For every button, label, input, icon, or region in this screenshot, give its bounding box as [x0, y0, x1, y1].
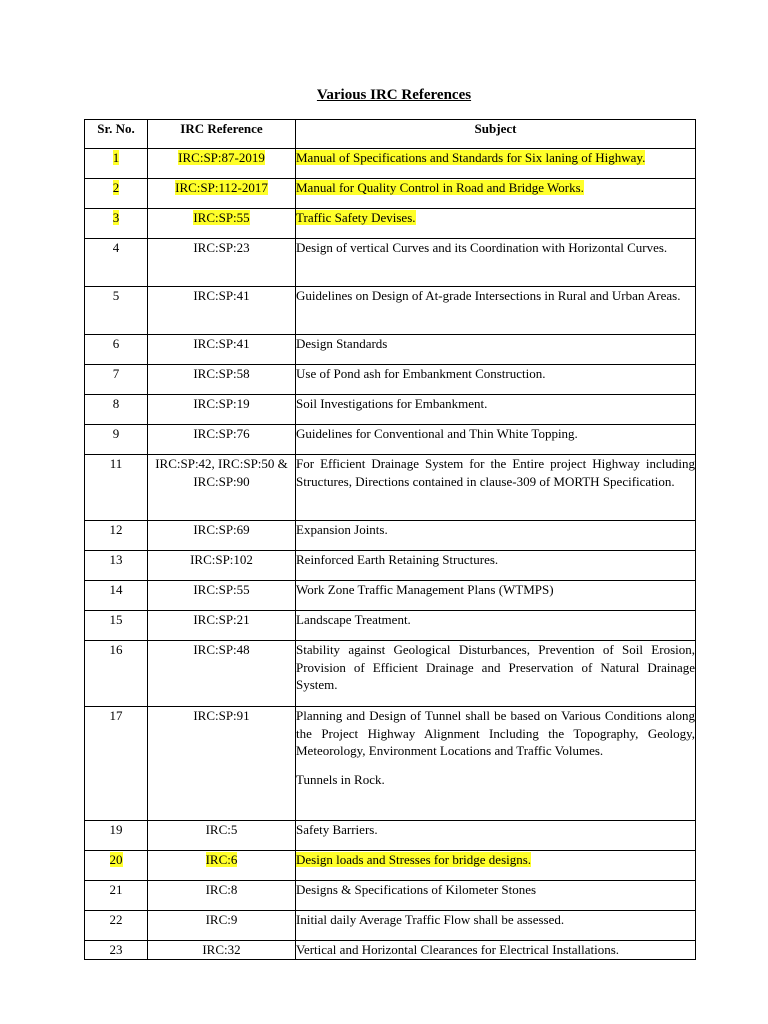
irc-reference-cell-text: IRC:9: [205, 912, 238, 927]
subject-cell: [296, 581, 696, 611]
irc-reference-cell-text: IRC:SP:19: [193, 396, 250, 411]
header-sr-no: Sr. No.: [85, 120, 148, 149]
table-row: [85, 455, 696, 521]
table-row: [85, 821, 696, 851]
sr-no-cell-text: 22: [109, 912, 123, 927]
irc-reference-cell: [148, 641, 296, 707]
irc-reference-cell-text: IRC:SP:23: [193, 240, 250, 255]
table-row: [85, 581, 696, 611]
table-header-row: [85, 120, 696, 149]
table-row: [85, 707, 696, 821]
irc-reference-cell: [148, 581, 296, 611]
sr-no-cell: [85, 149, 148, 179]
sr-no-cell-text: 19: [109, 822, 123, 837]
sr-no-cell-text: 7: [112, 366, 120, 381]
sr-no-cell-text: 2: [112, 180, 120, 195]
subject-cell-text: Stability against Geological Disturbances, Prevention of Soil Erosion, Provision of Efficient Drainage and Preservation of Natural Drainage System.: [296, 642, 695, 692]
table-body: [85, 149, 696, 960]
irc-reference-cell-text: IRC:8: [205, 882, 238, 897]
sr-no-cell-text: 8: [112, 396, 120, 411]
sr-no-cell: [85, 911, 148, 941]
table-row: [85, 365, 696, 395]
sr-no-cell: [85, 209, 148, 239]
table-row: [85, 287, 696, 335]
subject-cell-text: Initial daily Average Traffic Flow shall be assessed.: [296, 912, 565, 927]
table-row: [85, 335, 696, 365]
sr-no-cell: [85, 395, 148, 425]
subject-cell: [296, 179, 696, 209]
sr-no-cell: [85, 287, 148, 335]
sr-no-cell-text: 13: [109, 552, 123, 567]
irc-reference-cell: [148, 395, 296, 425]
subject-cell-text: Design of vertical Curves and its Coordination with Horizontal Curves.: [296, 240, 668, 255]
table-row: [85, 611, 696, 641]
irc-reference-cell: [148, 521, 296, 551]
subject-cell: [296, 287, 696, 335]
table-row: [85, 521, 696, 551]
sr-no-cell: [85, 581, 148, 611]
table-row: [85, 425, 696, 455]
irc-reference-cell: [148, 941, 296, 960]
irc-reference-cell: [148, 365, 296, 395]
sr-no-cell: [85, 641, 148, 707]
sr-no-cell-text: 3: [112, 210, 120, 225]
subject-cell: [296, 239, 696, 287]
sr-no-cell-text: 23: [109, 942, 123, 957]
sr-no-cell-text: 15: [109, 612, 123, 627]
subject-cell: [296, 425, 696, 455]
sr-no-cell: [85, 365, 148, 395]
subject-cell: [296, 881, 696, 911]
sr-no-cell-text: 20: [109, 852, 123, 867]
table-row: [85, 641, 696, 707]
irc-reference-cell: [148, 287, 296, 335]
table-row: [85, 395, 696, 425]
sr-no-cell-text: 4: [112, 240, 120, 255]
irc-reference-cell: [148, 239, 296, 287]
irc-reference-cell: [148, 425, 296, 455]
irc-reference-cell-text: IRC:SP:41: [193, 336, 250, 351]
subject-cell: [296, 521, 696, 551]
subject-cell-text: For Efficient Drainage System for the Entire project Highway including Structures, Directions contained in clause-309 of MORTH Specification.: [296, 456, 695, 489]
table-row: [85, 239, 696, 287]
subject-cell-text: Expansion Joints.: [296, 522, 388, 537]
irc-reference-cell: [148, 335, 296, 365]
irc-reference-cell: [148, 209, 296, 239]
sr-no-cell-text: 17: [109, 708, 123, 723]
irc-reference-cell-text: IRC:6: [205, 852, 238, 867]
irc-reference-cell-text: IRC:SP:58: [193, 366, 250, 381]
irc-reference-cell-text: IRC:SP:112-2017: [175, 180, 268, 195]
subject-cell-text: Manual for Quality Control in Road and Bridge Works.: [296, 180, 584, 195]
sr-no-cell-text: 12: [109, 522, 123, 537]
irc-references-table: [84, 119, 696, 960]
subject-cell-text: Reinforced Earth Retaining Structures.: [296, 552, 499, 567]
table-row: [85, 149, 696, 179]
subject-cell: [296, 707, 696, 821]
sr-no-cell-text: 5: [112, 288, 120, 303]
sr-no-cell: [85, 707, 148, 821]
subject-cell: [296, 335, 696, 365]
irc-reference-cell-text: IRC:32: [202, 942, 241, 957]
sr-no-cell: [85, 881, 148, 911]
irc-reference-cell: [148, 611, 296, 641]
subject-cell-text: Designs & Specifications of Kilometer Stones: [296, 882, 537, 897]
subject-cell: [296, 455, 696, 521]
subject-cell: [296, 911, 696, 941]
sr-no-cell: [85, 179, 148, 209]
table-row: [85, 551, 696, 581]
subject-cell-text: Traffic Safety Devises.: [296, 210, 416, 225]
irc-reference-cell: [148, 881, 296, 911]
irc-reference-cell: [148, 821, 296, 851]
subject-cell-text: Landscape Treatment.: [296, 612, 411, 627]
subject-cell-text: Guidelines on Design of At-grade Intersections in Rural and Urban Areas.: [296, 288, 681, 303]
subject-cell-text: Vertical and Horizontal Clearances for Electrical Installations.: [296, 942, 620, 957]
header-subject: Subject: [296, 120, 696, 149]
table-row: [85, 881, 696, 911]
sr-no-cell: [85, 521, 148, 551]
irc-reference-cell: [148, 149, 296, 179]
irc-reference-cell: [148, 851, 296, 881]
subject-cell: [296, 851, 696, 881]
irc-reference-cell-text: IRC:SP:91: [193, 708, 250, 723]
sr-no-cell-text: 6: [112, 336, 120, 351]
subject-cell: [296, 365, 696, 395]
sr-no-cell-text: 9: [112, 426, 120, 441]
table-row: [85, 941, 696, 960]
sr-no-cell-text: 16: [109, 642, 123, 657]
sr-no-cell: [85, 239, 148, 287]
irc-reference-cell-text: IRC:SP:55: [193, 210, 250, 225]
irc-reference-cell: [148, 551, 296, 581]
sr-no-cell: [85, 851, 148, 881]
sr-no-cell: [85, 455, 148, 521]
subject-cell: [296, 395, 696, 425]
table-row: [85, 179, 696, 209]
subject-cell-text: Work Zone Traffic Management Plans (WTMPS): [296, 582, 554, 597]
irc-reference-cell-text: IRC:5: [205, 822, 238, 837]
irc-reference-cell: [148, 707, 296, 821]
page-title: Various IRC References: [316, 87, 472, 103]
subject-cell-text: Use of Pond ash for Embankment Construction.: [296, 366, 546, 381]
irc-reference-cell-text: IRC:SP:42, IRC:SP:50 & IRC:SP:90: [155, 456, 288, 489]
irc-reference-cell: [148, 911, 296, 941]
subject-cell-text: Design loads and Stresses for bridge designs.: [296, 852, 532, 867]
subject-cell-text: Soil Investigations for Embankment.: [296, 396, 488, 411]
sr-no-cell: [85, 425, 148, 455]
irc-reference-cell-text: IRC:SP:87-2019: [178, 150, 265, 165]
subject-extra-text: Tunnels in Rock.: [296, 771, 385, 787]
subject-cell: [296, 611, 696, 641]
subject-cell: [296, 821, 696, 851]
sr-no-cell: [85, 551, 148, 581]
subject-cell: [296, 551, 696, 581]
table-row: [85, 911, 696, 941]
table-row: [85, 851, 696, 881]
header-irc-reference: IRC Reference: [148, 120, 296, 149]
subject-cell: [296, 941, 696, 960]
subject-cell-text: Planning and Design of Tunnel shall be based on Various Conditions along the Project Highway Alignment Including the Topography, Geology, Meteorology, Environment Locations and Traffic Volumes.: [296, 708, 695, 758]
sr-no-cell: [85, 821, 148, 851]
subject-cell: [296, 641, 696, 707]
subject-cell-text: Manual of Specifications and Standards for Six laning of Highway.: [296, 150, 646, 165]
irc-reference-cell: [148, 455, 296, 521]
irc-reference-cell-text: IRC:SP:21: [193, 612, 250, 627]
subject-cell-text: Design Standards: [296, 336, 388, 351]
table-row: [85, 209, 696, 239]
irc-reference-cell-text: IRC:SP:76: [193, 426, 250, 441]
sr-no-cell-text: 14: [109, 582, 123, 597]
sr-no-cell: [85, 941, 148, 960]
subject-cell-text: Guidelines for Conventional and Thin White Topping.: [296, 426, 578, 441]
irc-reference-cell-text: IRC:SP:102: [190, 552, 253, 567]
irc-reference-cell-text: IRC:SP:69: [193, 522, 250, 537]
irc-reference-cell-text: IRC:SP:55: [193, 582, 250, 597]
irc-reference-cell-text: IRC:SP:48: [193, 642, 250, 657]
sr-no-cell-text: 1: [112, 150, 120, 165]
subject-cell-text: Safety Barriers.: [296, 822, 378, 837]
sr-no-cell-text: 11: [109, 456, 123, 471]
irc-reference-cell-text: IRC:SP:41: [193, 288, 250, 303]
sr-no-cell-text: 21: [109, 882, 123, 897]
sr-no-cell: [85, 611, 148, 641]
subject-cell: [296, 209, 696, 239]
subject-cell: [296, 149, 696, 179]
sr-no-cell: [85, 335, 148, 365]
irc-reference-cell: [148, 179, 296, 209]
